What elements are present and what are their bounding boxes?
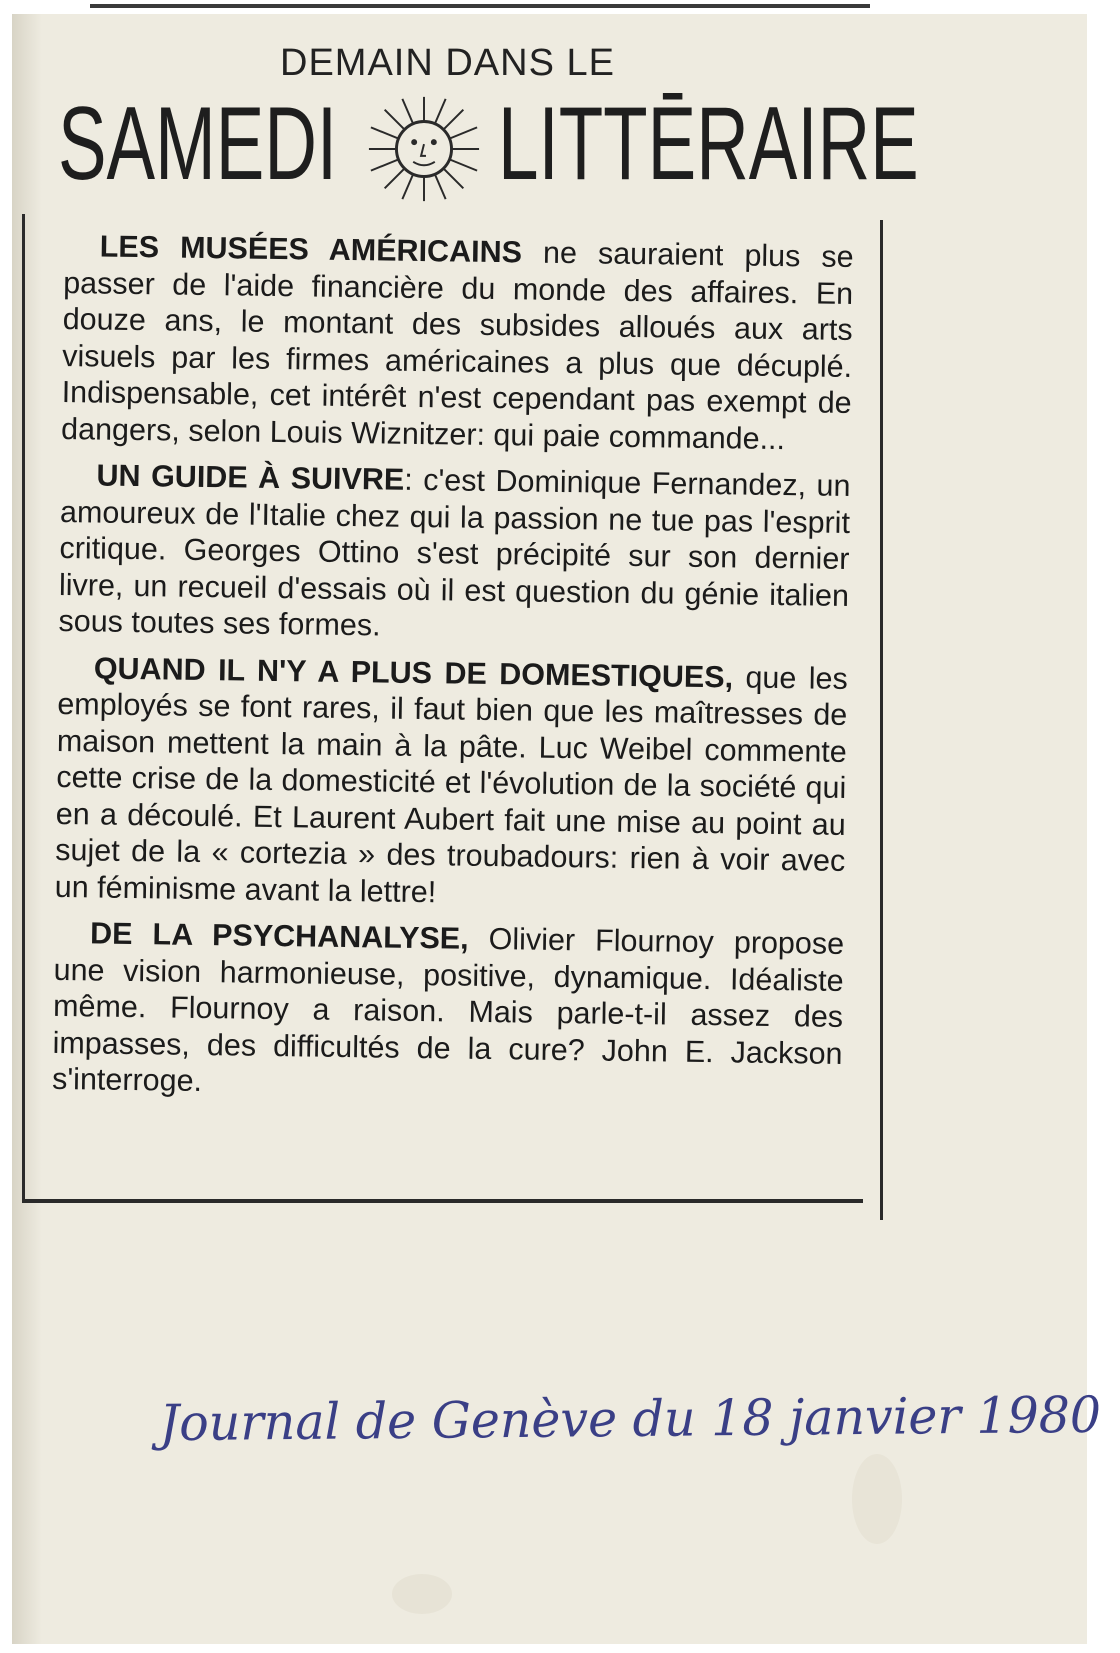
article-column bbox=[52, 228, 854, 1118]
lead-in: QUAND IL N'Y A PLUS DE DOMESTIQUES, bbox=[93, 650, 734, 694]
lead-in: DE LA PSYCHANALYSE, bbox=[89, 916, 469, 956]
paragraph-text: : c'est Dominique Fernandez, un amoureux de l'Italie chez qui la passion ne tue pas l'esprit critique. Georges Ottino s'est précipité sur son dernier livre, un recueil d'essais où il est question du génie italien sous toutes ses formes. bbox=[58, 462, 851, 643]
sun-face-icon bbox=[365, 94, 483, 204]
masthead-word-left: SAMEDI bbox=[58, 86, 338, 202]
paragraph-psychoanalysis bbox=[52, 915, 844, 1109]
article-frame-right-edge bbox=[880, 220, 883, 1220]
paragraph-domestics bbox=[55, 649, 848, 916]
handwritten-note: Journal de Genève du 18 janvier 1980 bbox=[159, 1385, 1102, 1453]
paragraph-text: Olivier Flournoy propose une vision harmonieuse, positive, dynamique. Idéaliste même. Flournoy a raison. Mais parle-t-il assez des impasses, des difficultés de la cure? John E. Jackson s'interroge. bbox=[51, 921, 845, 1099]
lead-in: UN GUIDE À SUIVRE bbox=[96, 458, 405, 497]
paper-stain bbox=[392, 1574, 452, 1614]
masthead bbox=[50, 86, 930, 202]
paragraph-museums bbox=[61, 228, 854, 458]
paragraph-text: que les employés se font rares, il faut bien que les maîtresses de maison mettent la main à la pâte. Luc Weibel commente cette crise de la domesticité et l'évolution de la société qui en a découlé. Et Laurent Aubert fait une mise au point au sujet de la « cortezia » des troubadours: rien à voir avec un féminisme avant la lettre! bbox=[54, 659, 849, 909]
paper-stain bbox=[852, 1454, 902, 1544]
top-rule bbox=[90, 4, 870, 8]
paragraph-text: ne sauraient plus se passer de l'aide financière du monde des affaires. En douze ans, le montant des subsides alloués aux arts visuels par les firmes américaines a plus que décuplé. Indispensable, cet intérêt n'est cependant pas exempt de dangers, selon Louis Wiznitzer: qui paie commande... bbox=[60, 235, 854, 456]
masthead-word-right: LITTĒRAIRE bbox=[498, 86, 919, 202]
kicker-heading: DEMAIN DANS LE bbox=[280, 42, 615, 84]
lead-in: LES MUSÉES AMÉRICAINS bbox=[99, 229, 523, 270]
paragraph-guide bbox=[58, 457, 850, 651]
